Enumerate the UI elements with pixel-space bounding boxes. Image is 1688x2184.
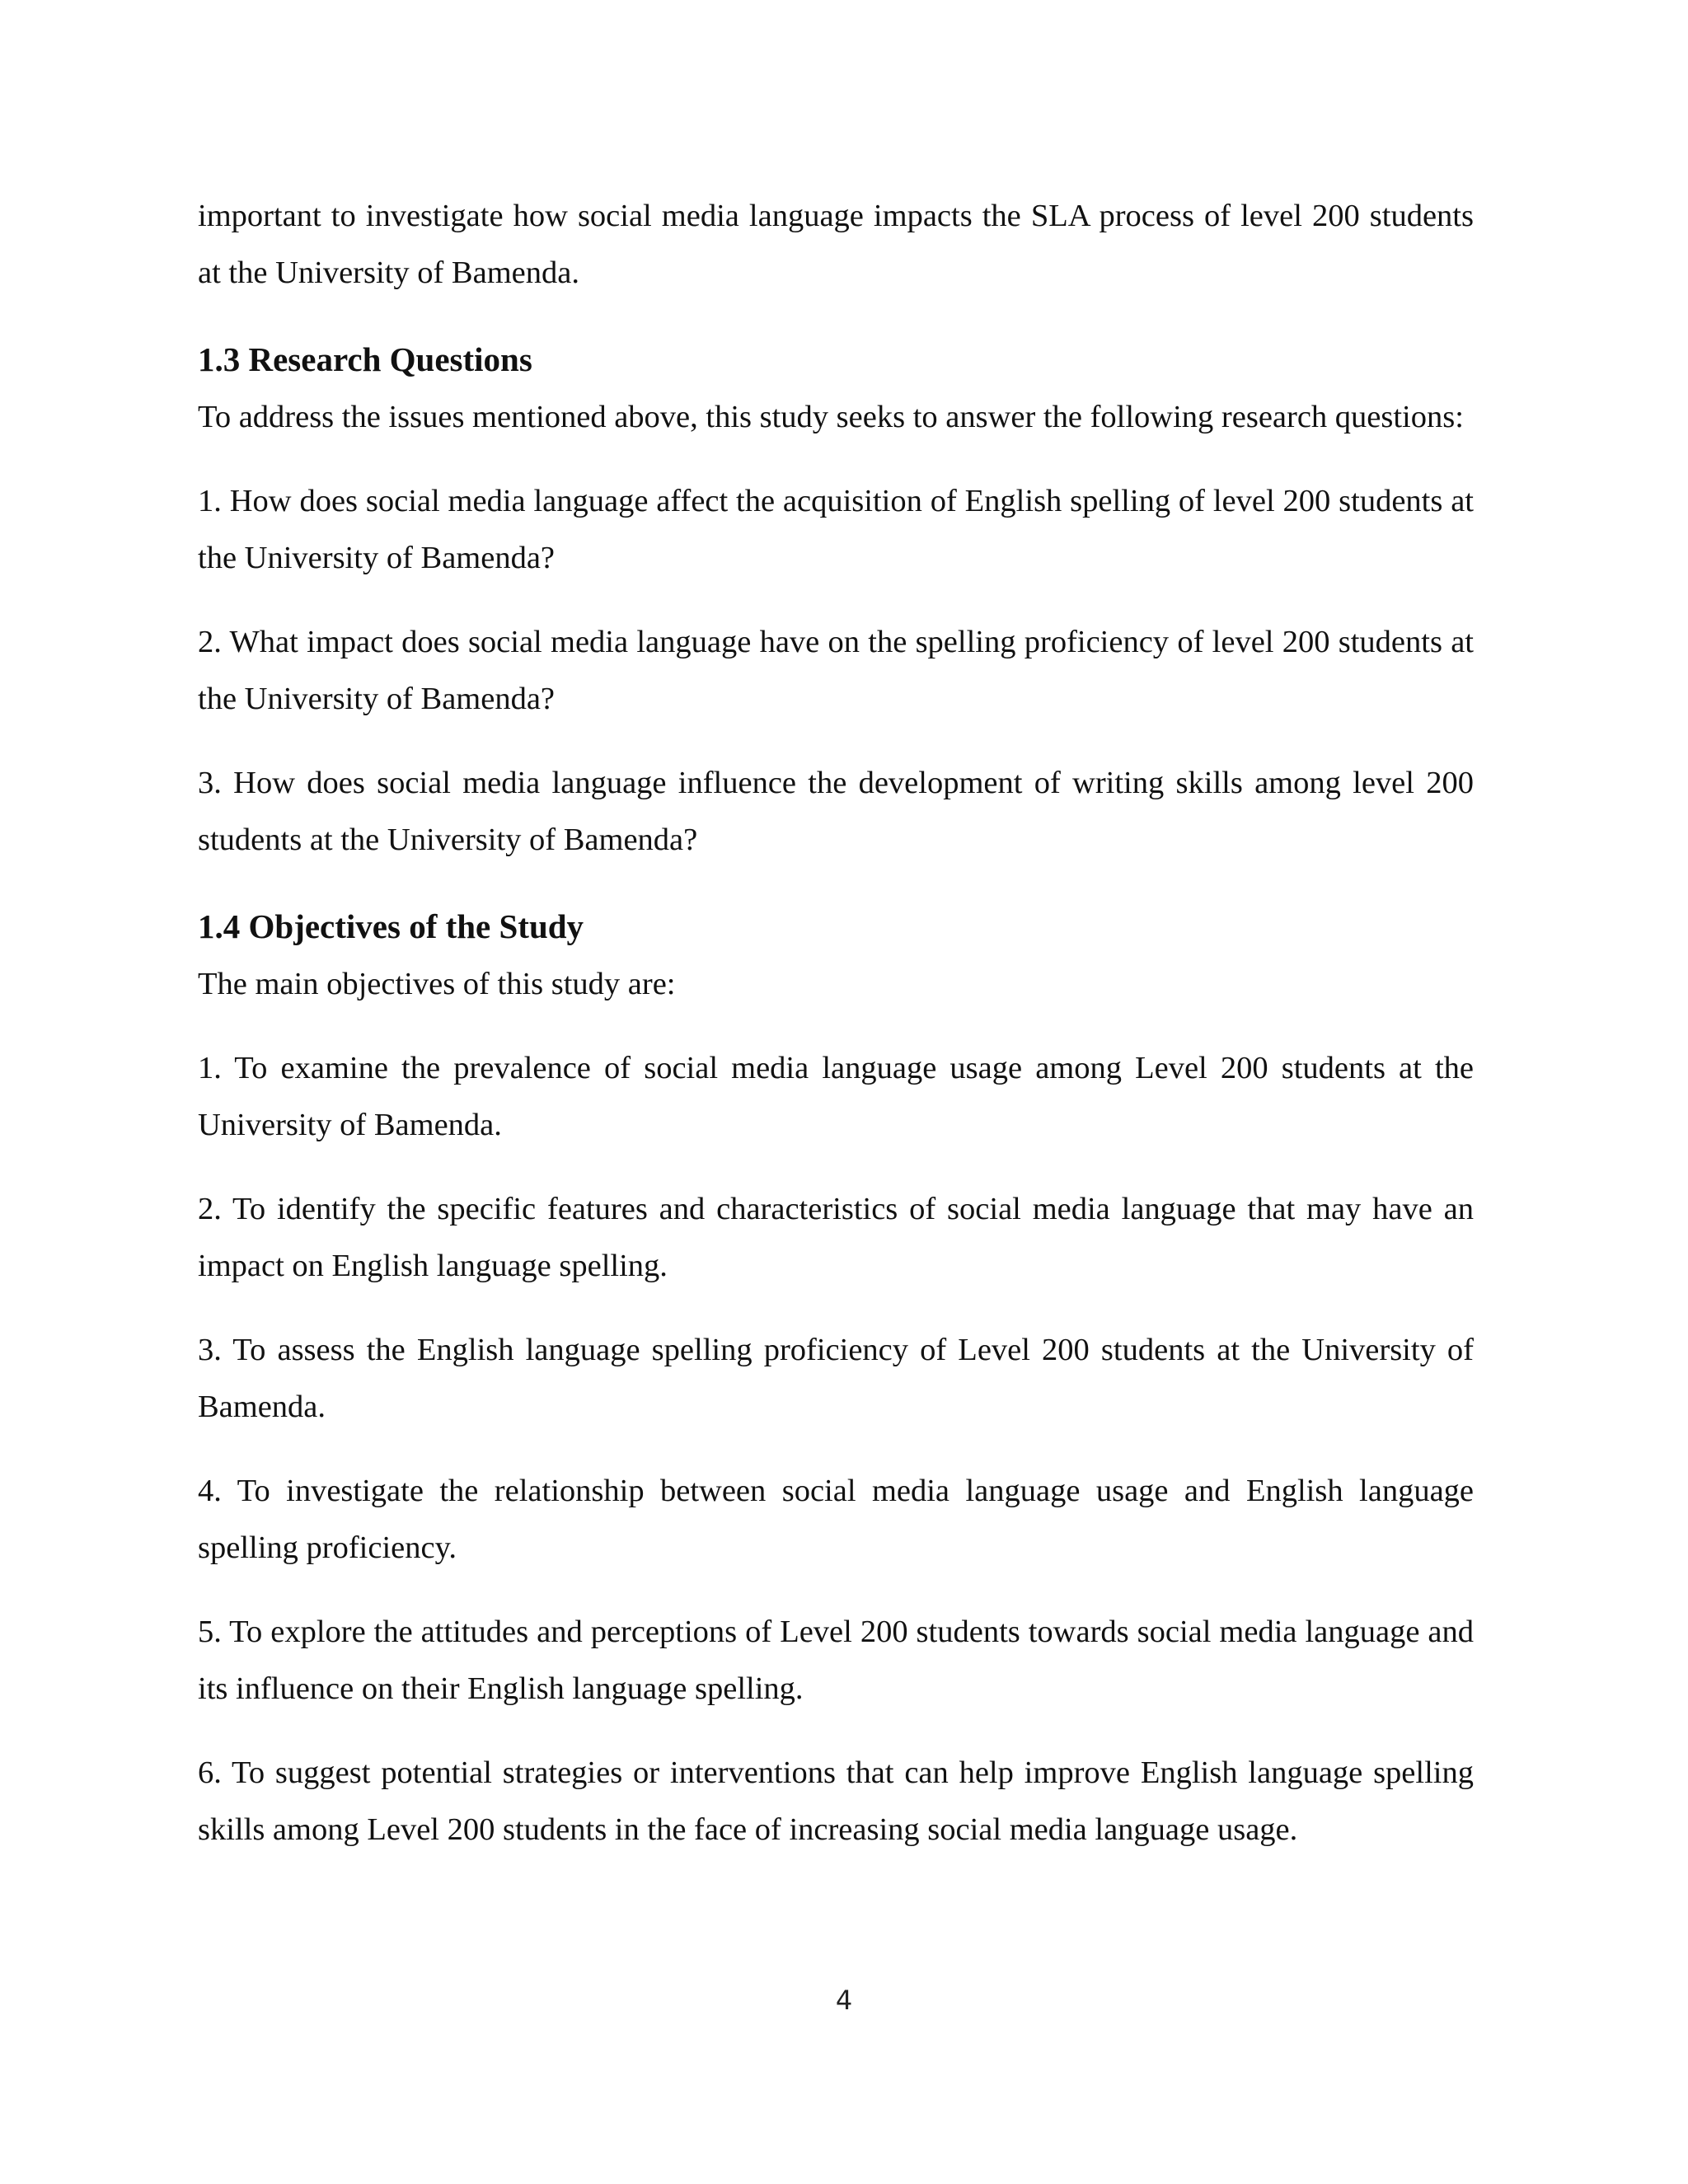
research-questions-lead: To address the issues mentioned above, this study seeks to answer the following research questions: (198, 400, 1464, 434)
objective-item: 1. To examine the prevalence of social media language usage among Level 200 students at the University of Bamenda. (198, 1051, 1474, 1142)
objectives-lead: The main objectives of this study are: (198, 967, 676, 1001)
objective-item: 6. To suggest potential strategies or interventions that can help improve English language spelling skills among Level 200 students in the face of increasing social media language usage. (198, 1755, 1474, 1847)
objectives-heading: 1.4 Objectives of the Study (198, 907, 584, 945)
research-question-item: 3. How does social media language influence the development of writing skills among level 200 students at the University of Bamenda? (198, 766, 1474, 857)
objective-item: 3. To assess the English language spelling proficiency of Level 200 students at the University of Bamenda. (198, 1333, 1474, 1424)
objective-item: 5. To explore the attitudes and perceptions of Level 200 students towards social media language and its influence on their English language spelling. (198, 1615, 1474, 1706)
intro-paragraph: important to investigate how social media language impacts the SLA process of level 200 students at the University of Bamenda. (198, 199, 1474, 290)
page-number: 4 (835, 1985, 853, 2016)
objective-item: 4. To investigate the relationship between social media language usage and English language spelling proficiency. (198, 1474, 1474, 1565)
objective-item: 2. To identify the specific features and characteristics of social media language that may have an impact on English language spelling. (198, 1192, 1474, 1283)
research-question-item: 2. What impact does social media language have on the spelling proficiency of level 200 students at the University of Bamenda? (198, 625, 1474, 716)
page-body (198, 188, 1474, 1886)
research-questions-heading: 1.3 Research Questions (198, 340, 532, 378)
research-question-item: 1. How does social media language affect the acquisition of English spelling of level 200 students at the University of Bamenda? (198, 484, 1474, 575)
